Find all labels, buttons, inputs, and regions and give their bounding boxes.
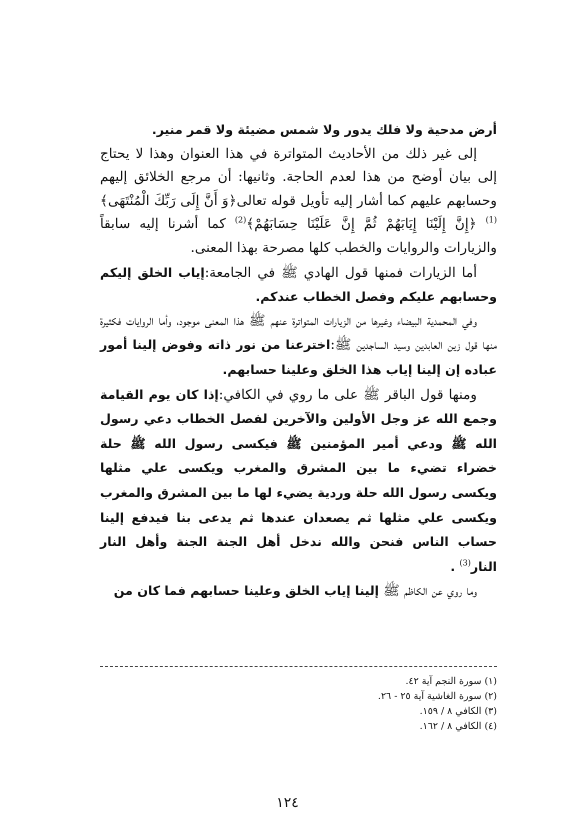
- body-text-segment: ومنها قول الباقر ﷺ على ما روي في الكافي:: [218, 386, 477, 403]
- body-text-segment: وفي المحمدية البيضاء وغيرها من الزيارات المتواترة عنهم ﷺ هذا المعنى موجود، وأما الروايات فكثيرة منها قول زين العابدين وسيد الساجدين ﷺ:: [100, 312, 497, 354]
- paragraph: [100, 118, 497, 143]
- quoted-hadith-text: إذا كان يوم القيامة وجمع الله عز وجل الأولين والآخرين لفصل الخطاب دعي رسول الله ﷺ ودعي أمير المؤمنين ﷺ فيكسى رسول الله ﷺ حلة خضراء تضيء ما بين المشرق والمغرب ويكسى علي مثلها ويكسى رسول الله حلة وردية يضيء لها ما بين المشرق والمغرب ويكسى علي مثلها ثم يصعدان عندها ثم يدعى بنا فيدفع إلينا حساب الناس فنحن والله ندخل أهل الجنة الجنة وأهل النار النار: [100, 386, 497, 574]
- body-text-segment: إلى غير ذلك من الأحاديث المتواترة في هذا العنوان وهذا لا يحتاج إلى بيان أوضح من هذا لعدم الحاجة. وثانيها: أن مرجع الخلائق إليهم وحسابهم عليهم كما أشار إليه تأويل قوله تعالى﴿وَ أَنَّ إِلَى رَبِّكَ الْمُنْتَهَى﴾: [100, 145, 497, 209]
- paragraph: [100, 143, 497, 261]
- quoted-hadith-text: أرض مدحية ولا فلك يدور ولا شمس مضيئة ولا قمر منير.: [151, 122, 497, 137]
- body-text-segment: ﴿إِنَّ إِلَيْنَا إِيَابَهُمْ ثُمَّ إِنَّ عَلَيْنَا حِسَابَهُمْ﴾: [246, 216, 486, 233]
- footnote: (٣) الكافي ٨ / ١٥٩.: [419, 706, 497, 717]
- footnote-reference: (2): [234, 215, 247, 225]
- paragraph: [100, 579, 497, 604]
- footnote: (٤) الكافي ٨ / ١٦٢.: [419, 721, 497, 732]
- quoted-hadith-text: اخترعنا من نور ذاته وفوض إلينا أمور عباده إن إلينا إياب هذا الخلق وعلينا حسابهم.: [100, 337, 497, 377]
- quoted-hadith-text: إلينا إياب الخلق وعلينا حسابهم فما كان من: [113, 583, 379, 599]
- quoted-hadith-text: .: [450, 558, 460, 574]
- footnote-reference: (1): [485, 215, 497, 225]
- body-text-segment: وما روي عن الكاظم ﷺ: [378, 583, 477, 600]
- paragraph: [100, 383, 497, 580]
- paragraph: [100, 310, 497, 383]
- footnotes: [100, 674, 497, 734]
- paragraph: [100, 261, 497, 310]
- footnote-reference: (3): [459, 558, 471, 568]
- page-number: ١٢٤: [276, 795, 299, 811]
- footnote: (٢) سورة الغاشية آية ٢٥ - ٢٦.: [377, 691, 497, 702]
- body-text-segment: أما الزيارات فمنها قول الهادي ﷺ في الجامعة:: [204, 264, 478, 281]
- footnote-separator: [100, 666, 497, 667]
- body-text-segment: كما أشرنا إليه سابقاً والزيارات والروايات والخطب كلها مصرحة بهذا المعنى.: [100, 216, 497, 256]
- footnote: (١) سورة النجم آية ٤٢.: [405, 676, 497, 687]
- quoted-hadith-text: إياب الخلق إليكم وحسابهم عليكم وفصل الخطاب عندكم.: [100, 264, 497, 305]
- main-text: [100, 118, 497, 604]
